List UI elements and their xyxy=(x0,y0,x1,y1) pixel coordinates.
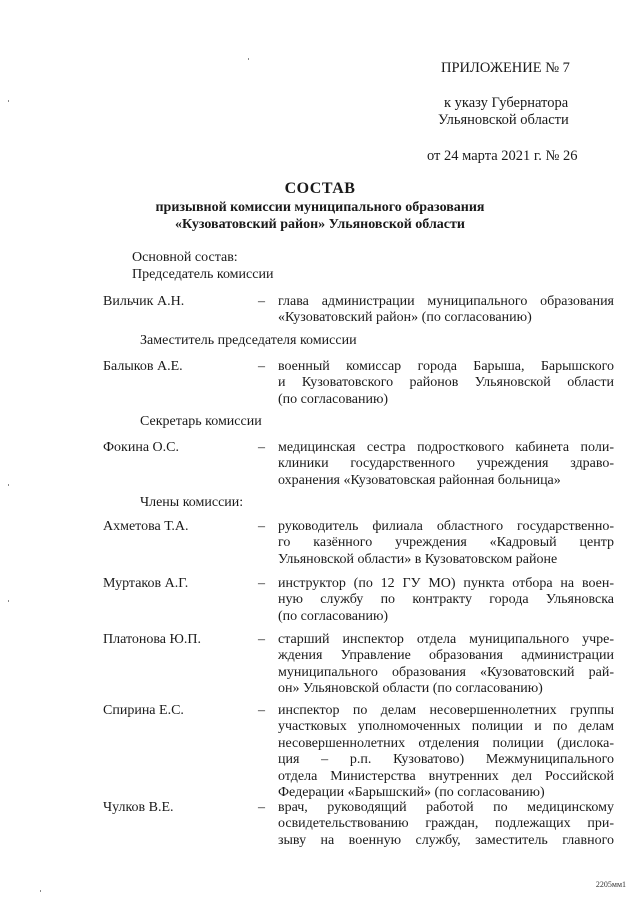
description-line: медицинская сестра подросткового кабинета поли- xyxy=(278,440,614,455)
description-line: охранения «Кузоватовская районная больница» xyxy=(278,472,561,488)
section-members: Члены комиссии: xyxy=(140,495,244,510)
member-dash: – xyxy=(258,519,265,534)
section-chairman: Председатель комиссии xyxy=(132,267,274,282)
description-line: клиники государственного учреждения здраво- xyxy=(278,456,614,472)
member-dash: – xyxy=(258,800,265,815)
scan-speck xyxy=(8,100,9,102)
description-line: освидетельствованию граждан, подлежащих при- xyxy=(278,816,614,832)
description-line: отдела Министерства внутренних дел Российской xyxy=(278,768,614,784)
member-description xyxy=(278,359,614,408)
scan-speck xyxy=(248,58,249,60)
member-description xyxy=(278,576,614,625)
description-line: Ульяновской области» в Кузоватовском районе xyxy=(278,551,558,567)
member-name: Спирина Е.С. xyxy=(103,703,184,718)
member-name: Балыков А.Е. xyxy=(103,359,183,374)
scan-speck xyxy=(8,484,9,486)
title-main: СОСТАВ xyxy=(284,180,356,197)
member-name: Платонова Ю.П. xyxy=(103,632,202,647)
description-line: зыву на военную службу, заместитель главного xyxy=(278,832,614,848)
description-line: Федерации «Барышский» (по согласованию) xyxy=(278,785,545,801)
member-description xyxy=(278,294,614,327)
member-description xyxy=(278,800,614,849)
description-line: инструктор (по 12 ГУ МО) пункта отбора на воен- xyxy=(278,576,614,591)
member-dash: – xyxy=(258,703,265,718)
member-name: Чулков В.Е. xyxy=(103,800,174,815)
description-line: несовершеннолетних отделения полиции (дислока- xyxy=(278,735,614,751)
member-description xyxy=(278,440,614,489)
document-code: 2205мм1 xyxy=(595,880,626,889)
decree-reference: к указу Губернатора xyxy=(444,95,569,111)
description-line: старший инспектор отдела муниципального учре- xyxy=(278,632,614,647)
scan-speck xyxy=(8,600,9,602)
description-line: ция – р.п. Кузоватово) Межмуниципального xyxy=(278,752,614,768)
description-line: он» Ульяновской области (по согласованию) xyxy=(278,681,543,697)
description-line: ную службу по контракту города Ульяновска xyxy=(278,592,614,608)
document-title xyxy=(0,180,640,233)
member-name: Муртаков А.Г. xyxy=(103,576,189,591)
appendix-number: ПРИЛОЖЕНИЕ № 7 xyxy=(441,60,570,76)
member-name: Фокина О.С. xyxy=(103,440,180,455)
description-line: (по согласованию) xyxy=(278,608,389,624)
member-name: Вильчик А.Н. xyxy=(103,294,185,309)
section-secretary: Секретарь комиссии xyxy=(140,414,262,429)
description-line: участковых уполномоченных полиции и по делам xyxy=(278,719,614,735)
description-line: руководитель филиала областного государственно- xyxy=(278,519,614,534)
description-line: врач, руководящий работой по медицинскому xyxy=(278,800,614,815)
description-line: инспектор по делам несовершеннолетних группы xyxy=(278,703,614,718)
member-name: Ахметова Т.А. xyxy=(103,519,189,534)
description-line: го казённого учреждения «Кадровый центр xyxy=(278,535,614,551)
title-line-2: призывной комиссии муниципального образования xyxy=(155,200,485,215)
member-dash: – xyxy=(258,294,265,309)
section-main-composition: Основной состав: xyxy=(132,250,238,265)
description-line: (по согласованию) xyxy=(278,391,389,407)
description-line: глава администрации муниципального образования xyxy=(278,294,614,309)
scan-speck xyxy=(40,890,41,892)
member-dash: – xyxy=(258,359,265,374)
section-deputy: Заместитель председателя комиссии xyxy=(140,333,357,348)
decree-region: Ульяновской области xyxy=(438,112,569,128)
description-line: и Кузоватовского районов Ульяновской области xyxy=(278,375,614,391)
member-description xyxy=(278,632,614,698)
description-line: ждения Управление образования администрации xyxy=(278,648,614,664)
title-line-3: «Кузоватовский район» Ульяновской области xyxy=(175,217,465,232)
member-description xyxy=(278,519,614,568)
decree-date: от 24 марта 2021 г. № 26 xyxy=(427,148,578,164)
member-dash: – xyxy=(258,576,265,591)
member-description xyxy=(278,703,614,801)
member-dash: – xyxy=(258,440,265,455)
member-dash: – xyxy=(258,632,265,647)
description-line: муниципального образования «Кузоватовский рай- xyxy=(278,664,614,680)
description-line: «Кузоватовский район» (по согласованию) xyxy=(278,310,532,326)
description-line: военный комиссар города Барыша, Барышского xyxy=(278,359,614,374)
